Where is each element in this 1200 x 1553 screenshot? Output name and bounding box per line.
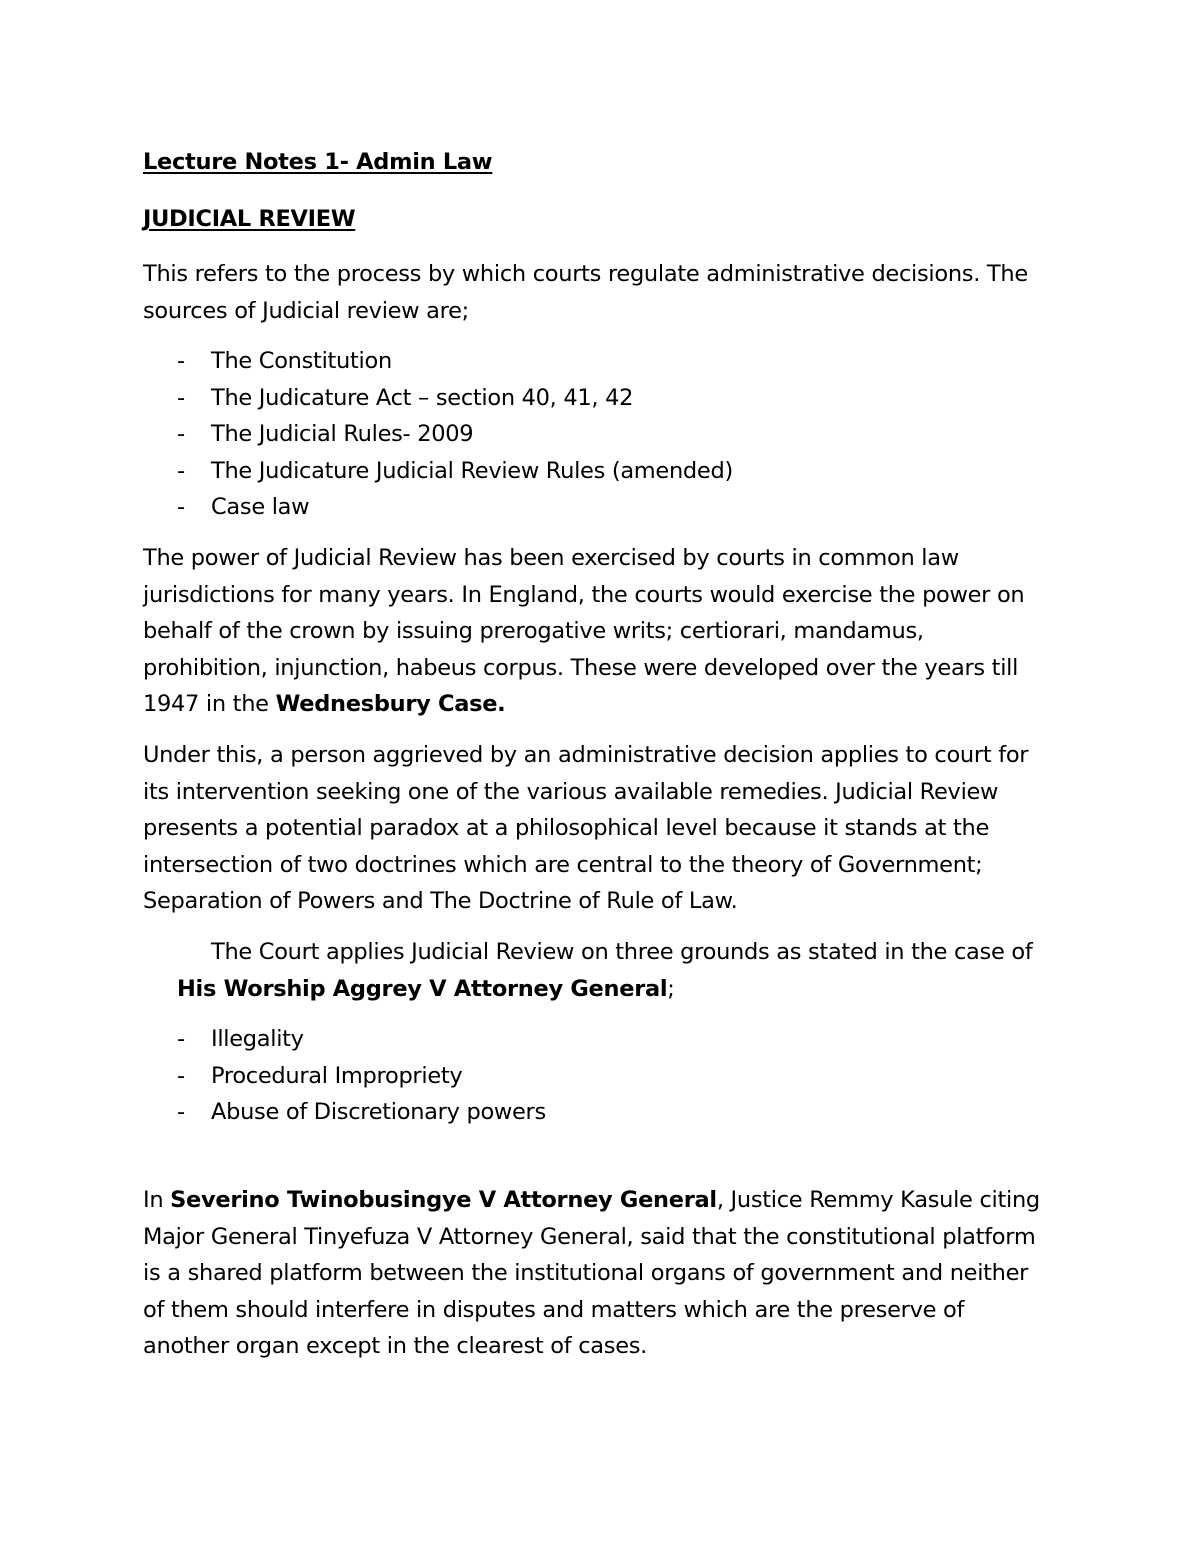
list-dash: - xyxy=(177,348,185,374)
list-dash: - xyxy=(177,494,185,520)
list-item: - The Judicial Rules- 2009 xyxy=(143,416,1058,453)
list-item: - Procedural Impropriety xyxy=(143,1058,1058,1095)
list-dash: - xyxy=(177,421,185,447)
document-title: Lecture Notes 1- Admin Law xyxy=(143,149,493,175)
list-item: - Illegality xyxy=(143,1021,1058,1058)
case-name-severino: Severino Twinobusingye V Attorney General xyxy=(170,1187,717,1213)
sources-list xyxy=(143,343,1058,526)
power-paragraph: The power of Judicial Review has been exercised by courts in common law jurisdictions for many years. In England, the courts would exercise the power on behalf of the crown by issuing prerogative writs; certiorari, mandamus, prohibition, injunction, habeus corpus. These were developed over the years till 1947 in the Wednesbury Case. xyxy=(143,545,1025,717)
list-dash: - xyxy=(177,1026,185,1052)
grounds-paragraph: The Court applies Judicial Review on three grounds as stated in the case of His Worship Aggrey V Attorney General; xyxy=(177,939,1033,1002)
list-item: - Case law xyxy=(143,489,1058,526)
list-dash: - xyxy=(177,457,185,484)
severino-paragraph: In Severino Twinobusingye V Attorney General, Justice Remmy Kasule citing Major General Tinyefuza V Attorney General, said that the constitutional platform is a shared platform between the institutional organs of government and neither of them should interfere in disputes and matters which are the preserve of another organ except in the clearest of cases. xyxy=(143,1187,1040,1359)
intro-line: This refers to the process by which courts regulate administrative decisions. The xyxy=(143,261,1028,287)
list-dash: - xyxy=(177,1062,185,1089)
list-item: - The Judicature Judicial Review Rules (amended) xyxy=(143,453,1058,490)
grounds-list xyxy=(143,1021,1058,1131)
under-this-paragraph: Under this, a person aggrieved by an administrative decision applies to court for its intervention seeking one of the various available remedies. Judicial Review presents a potential paradox at a philosophical level because it stands at the intersection of two doctrines which are central to the theory of Government; Separation of Powers and The Doctrine of Rule of Law. xyxy=(143,742,1029,914)
intro-line: sources of Judicial review are; xyxy=(143,297,469,324)
list-dash: - xyxy=(177,1099,185,1125)
case-name-aggrey: His Worship Aggrey V Attorney General xyxy=(177,975,668,1002)
section-heading: JUDICIAL REVIEW xyxy=(143,206,356,232)
list-dash: - xyxy=(177,384,185,411)
list-item: - The Judicature Act – section 40, 41, 42 xyxy=(143,380,1058,417)
case-name-wednesbury: Wednesbury Case. xyxy=(275,691,506,717)
list-item: - The Constitution xyxy=(143,343,1058,380)
intro-paragraph xyxy=(143,256,1058,329)
list-item: - Abuse of Discretionary powers xyxy=(143,1094,1058,1131)
